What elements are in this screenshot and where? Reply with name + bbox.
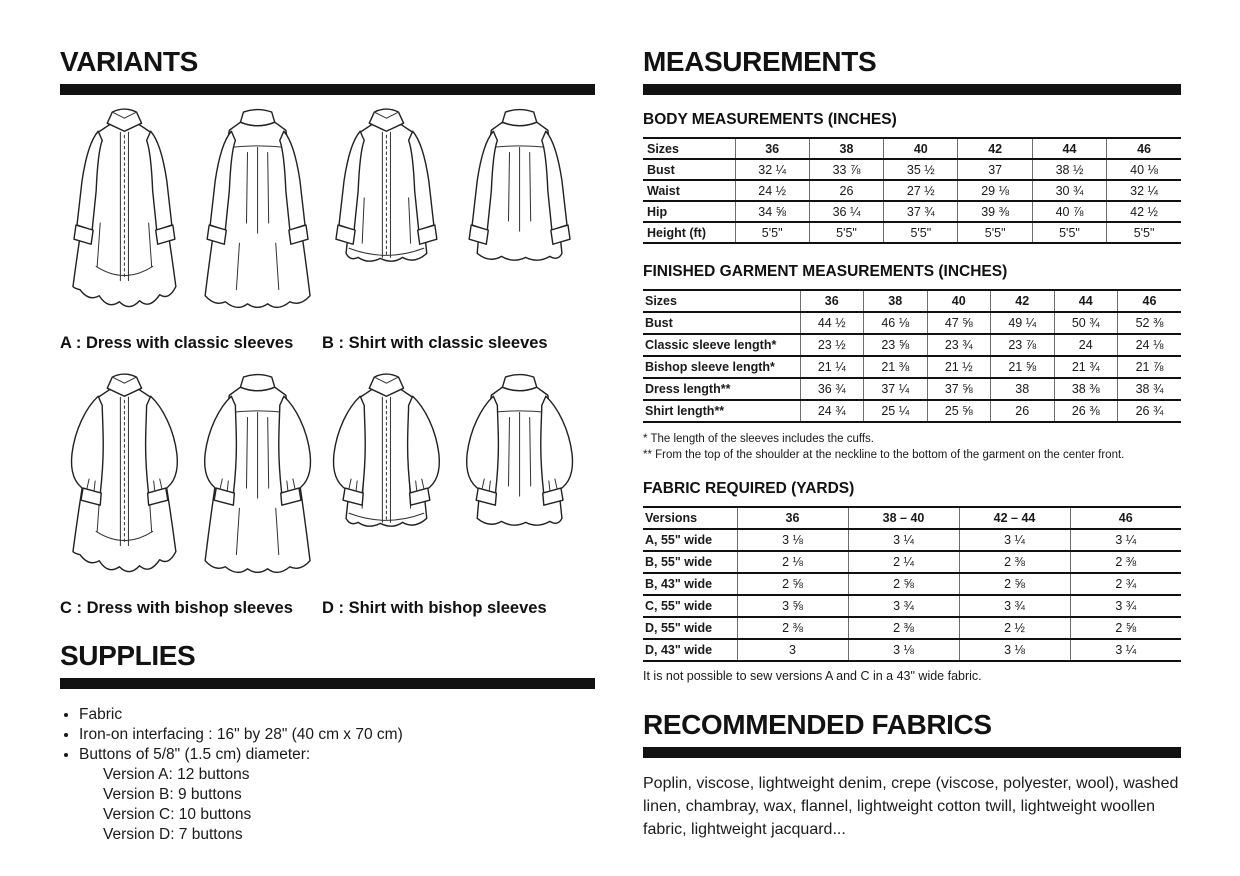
- cell-value: 3 ¼: [848, 529, 959, 551]
- column-header: 42: [991, 290, 1055, 312]
- row-label: Waist: [643, 180, 735, 201]
- row-label: Bust: [643, 312, 800, 334]
- cell-value: 26: [991, 400, 1055, 422]
- cell-value: 26 ¾: [1118, 400, 1182, 422]
- fabric-note: It is not possible to sew versions A and C in a 43" wide fabric.: [643, 669, 982, 683]
- cell-value: 3 ⅛: [959, 639, 1070, 661]
- cell-value: 23 ¾: [927, 334, 991, 356]
- cell-value: 5'5": [884, 222, 958, 243]
- cell-value: 2 ⅜: [848, 617, 959, 639]
- cell-value: 3 ¾: [1070, 595, 1181, 617]
- cell-value: 36 ¼: [809, 201, 883, 222]
- table-corner-label: Sizes: [643, 138, 735, 159]
- supplies-heading-rule: [60, 678, 595, 689]
- variant-grid: [60, 102, 595, 624]
- row-label: D, 55" wide: [643, 617, 737, 639]
- column-header: 36: [800, 290, 864, 312]
- button-count-item: Version D: 7 buttons: [103, 826, 243, 843]
- cell-value: 25 ¼: [864, 400, 928, 422]
- cell-value: 47 ⅝: [927, 312, 991, 334]
- table-row: [643, 334, 1181, 356]
- cell-value: 26: [809, 180, 883, 201]
- cell-value: 3 ¼: [1070, 529, 1181, 551]
- cell-value: 2 ⅜: [737, 617, 848, 639]
- cell-value: 40 ⅛: [1107, 159, 1181, 180]
- measurements-heading: MEASUREMENTS: [643, 46, 877, 77]
- cell-value: 3 ⅝: [737, 595, 848, 617]
- variant-c-figure: [60, 367, 322, 624]
- supplies-list: [60, 705, 595, 845]
- cell-value: 23 ⅝: [864, 334, 928, 356]
- cell-value: 37: [958, 159, 1032, 180]
- column-header: 46: [1070, 507, 1181, 529]
- fabric-required-title: FABRIC REQUIRED (YARDS): [643, 480, 855, 497]
- table-row: [643, 378, 1181, 400]
- shirt-back-view: [469, 110, 570, 261]
- table-row: [643, 201, 1181, 222]
- cell-value: 24 ½: [735, 180, 809, 201]
- finished-garment-measurements-table: [643, 289, 1181, 423]
- dress-front-view: [73, 109, 176, 306]
- cell-value: 25 ⅝: [927, 400, 991, 422]
- cell-value: 3 ¾: [848, 595, 959, 617]
- cell-value: 2 ⅛: [737, 551, 848, 573]
- dress-back-view: [205, 375, 311, 573]
- supplies-item: • Buttons of 5/8" (1.5 cm) diameter:: [79, 745, 595, 765]
- cell-value: 37 ¾: [884, 201, 958, 222]
- cell-value: 21 ½: [927, 356, 991, 378]
- column-header: 36: [737, 507, 848, 529]
- cell-value: 3 ¼: [959, 529, 1070, 551]
- recommended-fabrics-text: Poplin, viscose, lightweight denim, crepe (viscose, polyester, wool), washed linen, chambray, wax, flannel, lightweight cotton twill, lightweight woollen fabric, lightweight jacquard...: [643, 775, 1179, 838]
- column-header: 38 – 40: [848, 507, 959, 529]
- cell-value: 52 ⅜: [1118, 312, 1182, 334]
- shirt-back-view: [467, 375, 573, 526]
- cell-value: 21 ¾: [1054, 356, 1118, 378]
- column-header: 40: [884, 138, 958, 159]
- cell-value: 50 ¾: [1054, 312, 1118, 334]
- button-count-item: Version A: 12 buttons: [103, 766, 250, 783]
- table-row: [643, 312, 1181, 334]
- cell-value: 36 ¾: [800, 378, 864, 400]
- variant-a-figure: [60, 102, 322, 359]
- cell-value: 29 ⅛: [958, 180, 1032, 201]
- table-row: [643, 639, 1181, 661]
- row-label: B, 55" wide: [643, 551, 737, 573]
- shirt-bishop-sleeves-illustration: [322, 367, 584, 595]
- cell-value: 38 ¾: [1118, 378, 1182, 400]
- cell-value: 2 ⅝: [1070, 617, 1181, 639]
- cell-value: 2 ⅜: [959, 551, 1070, 573]
- cell-value: 2 ⅝: [959, 573, 1070, 595]
- table-row: [643, 573, 1181, 595]
- cell-value: 2 ½: [959, 617, 1070, 639]
- cell-value: 2 ¼: [848, 551, 959, 573]
- table-row: [643, 356, 1181, 378]
- variant-caption: A : Dress with classic sleeves: [60, 334, 294, 352]
- dress-front-view: [72, 374, 178, 571]
- column-header: 36: [735, 138, 809, 159]
- shirt-front-view: [334, 374, 440, 526]
- header-row: [643, 138, 1181, 159]
- cell-value: 5'5": [735, 222, 809, 243]
- cell-value: 44 ½: [800, 312, 864, 334]
- column-header: 44: [1032, 138, 1106, 159]
- cell-value: 37 ⅝: [927, 378, 991, 400]
- right-column: [643, 46, 1181, 841]
- recommended-fabrics-heading: RECOMMENDED FABRICS: [643, 709, 992, 740]
- dress-classic-sleeves-illustration: [60, 102, 322, 330]
- column-header: 46: [1107, 138, 1181, 159]
- column-header: 38: [809, 138, 883, 159]
- footnote-length: ** From the top of the shoulder at the neckline to the bottom of the garment on the center front.: [643, 449, 1125, 461]
- row-label: Bust: [643, 159, 735, 180]
- cell-value: 3 ⅛: [848, 639, 959, 661]
- recommended-fabrics-rule: [643, 747, 1181, 758]
- variant-caption: B : Shirt with classic sleeves: [322, 334, 548, 352]
- row-label: B, 43" wide: [643, 573, 737, 595]
- cell-value: 27 ½: [884, 180, 958, 201]
- row-label: Classic sleeve length*: [643, 334, 800, 356]
- cell-value: 26 ⅜: [1054, 400, 1118, 422]
- table-row: [643, 180, 1181, 201]
- footnote-sleeves: * The length of the sleeves includes the cuffs.: [643, 433, 874, 445]
- cell-value: 21 ¼: [800, 356, 864, 378]
- cell-value: 42 ½: [1107, 201, 1181, 222]
- measurements-section: [643, 46, 1181, 683]
- row-label: C, 55" wide: [643, 595, 737, 617]
- variant-b-figure: [322, 102, 595, 359]
- finished-measurements-title: FINISHED GARMENT MEASUREMENTS (INCHES): [643, 263, 1008, 280]
- table-row: [643, 617, 1181, 639]
- cell-value: 5'5": [809, 222, 883, 243]
- button-count-item: Version C: 10 buttons: [103, 806, 252, 823]
- row-label: Height (ft): [643, 222, 735, 243]
- table-row: [643, 529, 1181, 551]
- column-header: 40: [927, 290, 991, 312]
- cell-value: 24: [1054, 334, 1118, 356]
- cell-value: 23 ½: [800, 334, 864, 356]
- table-row: [643, 551, 1181, 573]
- table-row: [643, 159, 1181, 180]
- header-row: [643, 290, 1181, 312]
- cell-value: 3 ¾: [959, 595, 1070, 617]
- cell-value: 38 ½: [1032, 159, 1106, 180]
- shirt-front-view: [336, 109, 437, 261]
- column-header: 42: [958, 138, 1032, 159]
- body-measurements-title: BODY MEASUREMENTS (INCHES): [643, 111, 897, 128]
- row-label: D, 43" wide: [643, 639, 737, 661]
- table-row: [643, 222, 1181, 243]
- left-column: [60, 46, 595, 845]
- cell-value: 21 ⅝: [991, 356, 1055, 378]
- cell-value: 32 ¼: [1107, 180, 1181, 201]
- dress-back-view: [205, 110, 310, 308]
- cell-value: 23 ⅞: [991, 334, 1055, 356]
- variant-caption: D : Shirt with bishop sleeves: [322, 599, 547, 617]
- cell-value: 21 ⅜: [864, 356, 928, 378]
- cell-value: 37 ¼: [864, 378, 928, 400]
- supplies-section: [60, 640, 595, 845]
- cell-value: 32 ¼: [735, 159, 809, 180]
- supplies-item: • Fabric: [79, 705, 595, 725]
- cell-value: 2 ⅝: [737, 573, 848, 595]
- cell-value: 5'5": [1032, 222, 1106, 243]
- header-row: [643, 507, 1181, 529]
- cell-value: 30 ¾: [1032, 180, 1106, 201]
- cell-value: 33 ⅞: [809, 159, 883, 180]
- cell-value: 38: [991, 378, 1055, 400]
- variant-caption: C : Dress with bishop sleeves: [60, 599, 293, 617]
- table-row: [643, 400, 1181, 422]
- variants-section: [60, 46, 595, 624]
- supplies-item: • Iron-on interfacing : 16" by 28" (40 cm x 70 cm): [79, 725, 595, 745]
- cell-value: 34 ⅝: [735, 201, 809, 222]
- variants-heading: VARIANTS: [60, 46, 198, 77]
- row-label: A, 55" wide: [643, 529, 737, 551]
- cell-value: 21 ⅞: [1118, 356, 1182, 378]
- variant-d-figure: [322, 367, 595, 624]
- cell-value: 5'5": [1107, 222, 1181, 243]
- cell-value: 39 ⅜: [958, 201, 1032, 222]
- measurements-heading-rule: [643, 84, 1181, 95]
- cell-value: 40 ⅞: [1032, 201, 1106, 222]
- column-header: 44: [1054, 290, 1118, 312]
- table-corner-label: Sizes: [643, 290, 800, 312]
- variants-heading-rule: [60, 84, 595, 95]
- column-header: 38: [864, 290, 928, 312]
- cell-value: 46 ⅛: [864, 312, 928, 334]
- table-row: [643, 595, 1181, 617]
- cell-value: 2 ⅜: [1070, 551, 1181, 573]
- row-label: Bishop sleeve length*: [643, 356, 800, 378]
- cell-value: 38 ⅜: [1054, 378, 1118, 400]
- recommended-fabrics-section: [643, 709, 1181, 841]
- body-measurements-table: [643, 137, 1181, 244]
- cell-value: 24 ¾: [800, 400, 864, 422]
- column-header: 42 – 44: [959, 507, 1070, 529]
- dress-bishop-sleeves-illustration: [60, 367, 322, 595]
- cell-value: 3 ⅛: [737, 529, 848, 551]
- row-label: Hip: [643, 201, 735, 222]
- button-counts-list: [79, 765, 595, 845]
- supplies-heading: SUPPLIES: [60, 640, 196, 671]
- shirt-classic-sleeves-illustration: [322, 102, 584, 330]
- cell-value: 24 ⅛: [1118, 334, 1182, 356]
- row-label: Dress length**: [643, 378, 800, 400]
- row-label: Shirt length**: [643, 400, 800, 422]
- cell-value: 35 ½: [884, 159, 958, 180]
- table-corner-label: Versions: [643, 507, 737, 529]
- cell-value: 5'5": [958, 222, 1032, 243]
- cell-value: 3: [737, 639, 848, 661]
- cell-value: 2 ⅝: [848, 573, 959, 595]
- fabric-required-table: [643, 506, 1181, 662]
- column-header: 46: [1118, 290, 1182, 312]
- cell-value: 3 ¼: [1070, 639, 1181, 661]
- cell-value: 49 ¼: [991, 312, 1055, 334]
- button-count-item: Version B: 9 buttons: [103, 786, 242, 803]
- cell-value: 2 ¾: [1070, 573, 1181, 595]
